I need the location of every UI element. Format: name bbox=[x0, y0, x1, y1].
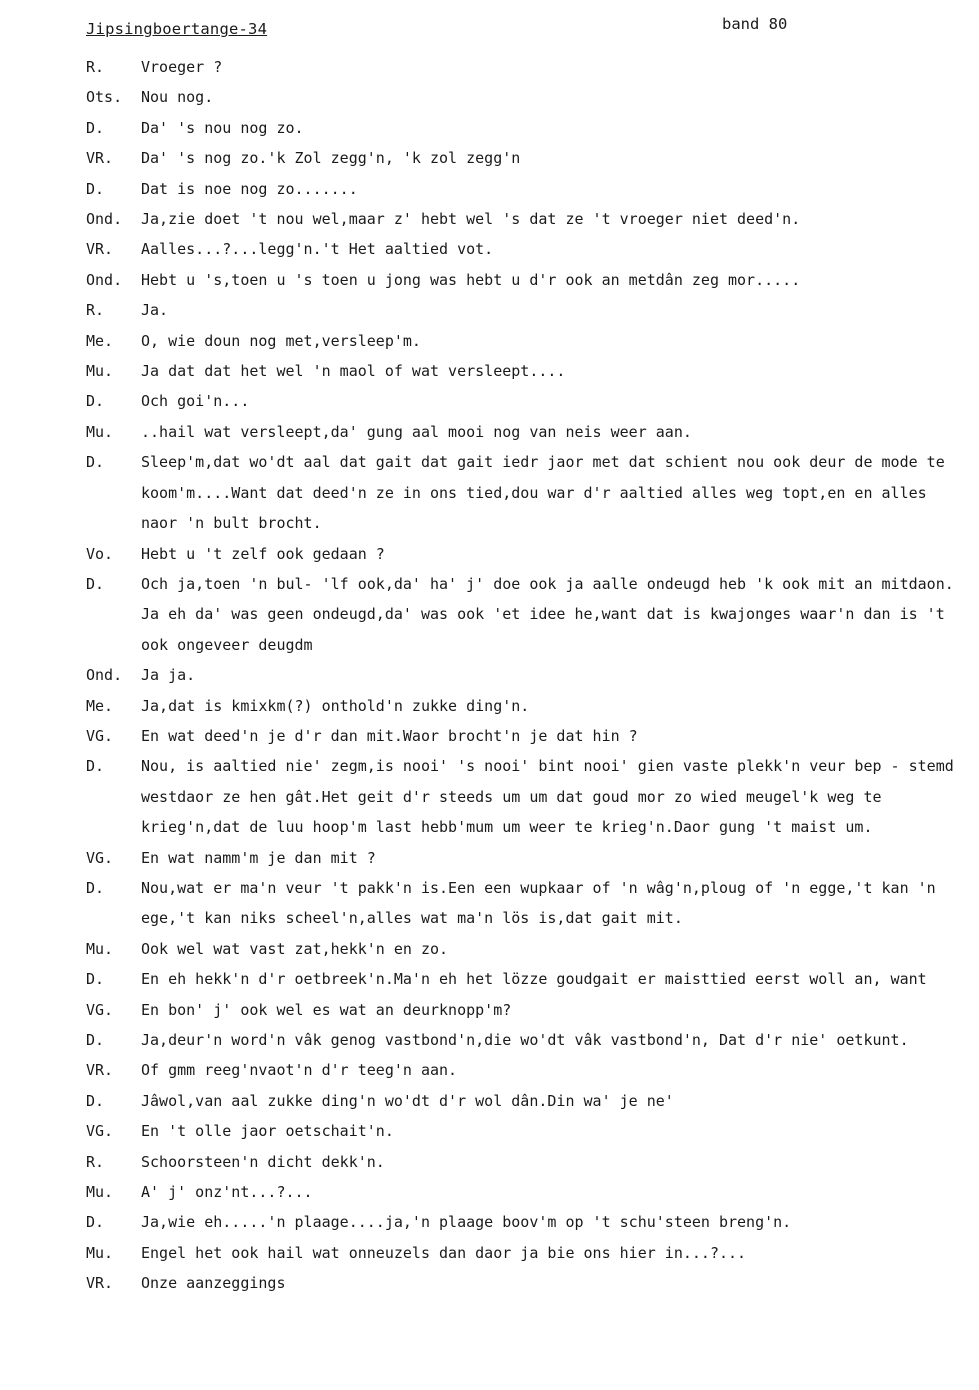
transcript-turn bbox=[86, 1238, 966, 1268]
speaker-label: R. bbox=[86, 58, 105, 76]
speaker-label: Me. bbox=[86, 331, 114, 350]
speaker-label: R. bbox=[86, 1152, 105, 1171]
utterance-text: A' j' onz'nt...?... bbox=[141, 1183, 313, 1202]
speaker-label: VR. bbox=[86, 1274, 114, 1293]
utterance-text: Da' 's nog zo.'k Zol zegg'n, 'k zol zegg'n bbox=[141, 149, 521, 168]
transcript-turn bbox=[86, 204, 966, 234]
utterance-text: Ook wel wat vast zat,hekk'n en zo. bbox=[141, 939, 449, 958]
transcript-turn bbox=[86, 447, 966, 538]
transcript-turn bbox=[86, 113, 966, 143]
document-title: Jipsingboertange-34 bbox=[86, 20, 268, 38]
utterance-text: Hebt u 's,toen u 's toen u jong was hebt u d'r ook an metdân zeg mor..... bbox=[141, 270, 801, 289]
utterance-text: O, wie doun nog met,versleep'm. bbox=[141, 331, 421, 350]
speaker-label: Mu. bbox=[86, 939, 114, 958]
transcript-turn bbox=[86, 82, 966, 112]
speaker-label: Mu. bbox=[86, 422, 114, 441]
utterance-text: Ja. bbox=[141, 301, 169, 320]
utterance-text: Nou,wat er ma'n veur 't pakk'n is.Een een wupkaar of 'n wâg'n,ploug of 'n egge,'t kan 'n ege,'t kan niks scheel'n,alles wat ma'n lös is,dat gait mit. bbox=[141, 878, 945, 928]
utterance-text: Ja dat dat het wel 'n maol of wat versleept.... bbox=[141, 362, 566, 381]
speaker-label: VR. bbox=[86, 149, 114, 168]
transcript-turn bbox=[86, 174, 966, 204]
transcript-turn bbox=[86, 1116, 966, 1146]
transcript-turn bbox=[86, 1207, 966, 1237]
transcript-turn bbox=[86, 1086, 966, 1116]
transcript-turn bbox=[86, 691, 966, 721]
speaker-label: VR. bbox=[86, 240, 114, 259]
utterance-text: Da' 's nou nog zo. bbox=[141, 118, 304, 137]
transcript-turn bbox=[86, 52, 966, 82]
transcript-turns bbox=[86, 52, 966, 1299]
transcript-turn bbox=[86, 265, 966, 295]
utterance-text: En bon' j' ook wel es wat an deurknopp'm? bbox=[141, 1000, 512, 1019]
utterance-text: Nou nog. bbox=[141, 88, 214, 107]
transcript-turn bbox=[86, 295, 966, 325]
utterance-text: Onze aanzeggings bbox=[141, 1274, 286, 1293]
utterance-text: Dat is noe nog zo....... bbox=[141, 179, 358, 198]
transcript-turn bbox=[86, 234, 966, 264]
speaker-label: D. bbox=[86, 118, 105, 137]
speaker-label: VG. bbox=[86, 1000, 114, 1019]
utterance-text: Ja,dat is kmixkm(?) onthold'n zukke ding'n. bbox=[141, 696, 530, 715]
transcript-turn bbox=[86, 143, 966, 173]
speaker-label: VR. bbox=[86, 1061, 114, 1080]
utterance-text: Ja,wie eh.....'n plaage....ja,'n plaage boov'm op 't schu'steen breng'n. bbox=[141, 1213, 792, 1232]
utterance-text: En wat deed'n je d'r dan mit.Waor brocht'n je dat hin ? bbox=[141, 726, 638, 745]
transcript-turn bbox=[86, 1147, 966, 1177]
utterance-text: ..hail wat versleept,da' gung aal mooi nog van neis weer aan. bbox=[141, 422, 692, 441]
transcript-turn bbox=[86, 1055, 966, 1085]
speaker-label: Mu. bbox=[86, 1183, 114, 1202]
speaker-label: VG. bbox=[86, 726, 114, 745]
utterance-text: Of gmm reeg'nvaot'n d'r teeg'n aan. bbox=[141, 1061, 458, 1080]
transcript-turn bbox=[86, 873, 966, 934]
utterance-text: Och ja,toen 'n bul- 'lf ook,da' ha' j' doe ook ja aalle ondeugd heb 'k ook mit an mitdaon. Ja eh da' was geen ondeugd,da' was ook 'et idee he,want dat is kwajonges waar'n dan is 't ook ongeveer deugdm bbox=[141, 574, 963, 654]
speaker-label: D. bbox=[86, 1031, 105, 1049]
speaker-label: D. bbox=[86, 453, 105, 472]
utterance-text: Aalles...?...legg'n.'t Het aaltied vot. bbox=[141, 240, 494, 259]
transcript-turn bbox=[86, 1268, 966, 1298]
speaker-label: Mu. bbox=[86, 362, 114, 381]
transcript-turn bbox=[86, 326, 966, 356]
speaker-label: D. bbox=[86, 1091, 105, 1110]
speaker-label: VG. bbox=[86, 848, 114, 867]
transcript-turn bbox=[86, 356, 966, 386]
utterance-text: Sleep'm,dat wo'dt aal dat gait dat gait iedr jaor met dat schient nou ook deur de mode te koom'm....Want dat deed'n ze in ons tied,dou war d'r aaltied alles weg topt,en en alles naor 'n bult brocht. bbox=[141, 453, 954, 533]
speaker-label: D. bbox=[86, 574, 105, 593]
transcript-turn bbox=[86, 751, 966, 842]
transcript-turn bbox=[86, 417, 966, 447]
speaker-label: Mu. bbox=[86, 1243, 114, 1262]
utterance-text: Ja,deur'n word'n vâk genog vastbond'n,die wo'dt vâk vastbond'n, Dat d'r nie' oetkunt. bbox=[141, 1031, 909, 1049]
utterance-text: Hebt u 't zelf ook gedaan ? bbox=[141, 544, 385, 563]
transcript-turn bbox=[86, 843, 966, 873]
utterance-text: Vroeger ? bbox=[141, 58, 223, 76]
transcript-turn bbox=[86, 660, 966, 690]
transcript-turn bbox=[86, 964, 966, 994]
utterance-text: En eh hekk'n d'r oetbreek'n.Ma'n eh het lözze goudgait er maisttied eerst woll an, want bbox=[141, 970, 927, 989]
utterance-text: En 't olle jaor oetschait'n. bbox=[141, 1122, 394, 1141]
transcript-turn bbox=[86, 995, 966, 1025]
utterance-text: Och goi'n... bbox=[141, 392, 250, 411]
transcript-turn bbox=[86, 569, 966, 660]
speaker-label: D. bbox=[86, 970, 105, 989]
speaker-label: D. bbox=[86, 878, 105, 897]
transcript-turn bbox=[86, 1025, 966, 1055]
transcript-turn bbox=[86, 1177, 966, 1207]
utterance-text: En wat namm'm je dan mit ? bbox=[141, 848, 376, 867]
utterance-text: Engel het ook hail wat onneuzels dan daor ja bie ons hier in...?... bbox=[141, 1243, 747, 1262]
transcript-turn bbox=[86, 934, 966, 964]
utterance-text: Nou, is aaltied nie' zegm,is nooi' 's nooi' bint nooi' gien vaste plekk'n veur bep - stemd westdaor ze hen gât.Het geit d'r steeds um um dat goud mor zo wied meugel'k weg te krieg'n,dat de luu hoop'm last hebb'mum um weer te krieg'n.Daor gung 't maist um. bbox=[141, 757, 963, 837]
transcript-turn bbox=[86, 721, 966, 751]
speaker-label: Ond. bbox=[86, 270, 123, 289]
speaker-label: D. bbox=[86, 1213, 105, 1232]
speaker-label: D. bbox=[86, 757, 105, 776]
speaker-label: Vo. bbox=[86, 544, 114, 563]
tape-band-label: band 80 bbox=[722, 15, 788, 33]
speaker-label: VG. bbox=[86, 1122, 114, 1141]
speaker-label: D. bbox=[86, 179, 105, 198]
transcript-turn bbox=[86, 539, 966, 569]
utterance-text: Jâwol,van aal zukke ding'n wo'dt d'r wol dân.Din wa' je ne' bbox=[141, 1091, 674, 1110]
speaker-label: R. bbox=[86, 301, 105, 320]
transcript-turn bbox=[86, 386, 966, 416]
speaker-label: Ond. bbox=[86, 666, 123, 685]
speaker-label: Me. bbox=[86, 696, 114, 715]
utterance-text: Schoorsteen'n dicht dekk'n. bbox=[141, 1152, 385, 1171]
utterance-text: Ja ja. bbox=[141, 666, 196, 685]
speaker-label: D. bbox=[86, 392, 105, 411]
utterance-text: Ja,zie doet 't nou wel,maar z' hebt wel 's dat ze 't vroeger niet deed'n. bbox=[141, 210, 801, 229]
speaker-label: Ond. bbox=[86, 210, 123, 229]
speaker-label: Ots. bbox=[86, 88, 123, 107]
